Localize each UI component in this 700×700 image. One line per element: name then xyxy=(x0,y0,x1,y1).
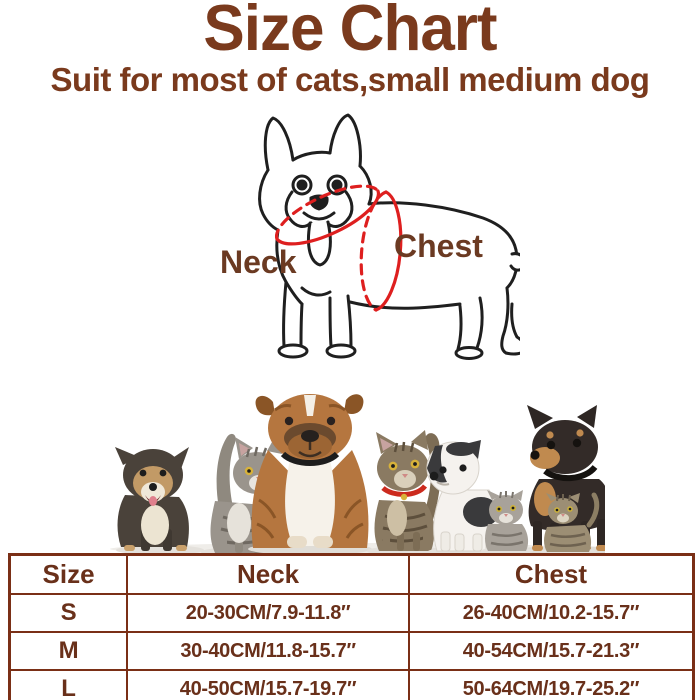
size-table xyxy=(8,553,695,700)
page-title: Size Chart xyxy=(203,0,497,65)
neck-value: 20-30CM/7.9-11.8″ xyxy=(127,594,409,632)
chest-label: Chest xyxy=(394,228,483,264)
chest-value: 26-40CM/10.2-15.7″ xyxy=(409,594,694,632)
brown-pitbull-dog xyxy=(248,394,372,555)
chest-column-header: Chest xyxy=(409,555,694,595)
size-column-header: Size xyxy=(10,555,128,595)
size-value: S xyxy=(10,594,128,632)
measurement-diagram xyxy=(180,106,520,382)
page-subtitle: Suit for most of cats,small medium dog xyxy=(50,61,650,98)
size-value: M xyxy=(10,632,128,670)
neck-value: 40-50CM/15.7-19.7″ xyxy=(127,670,409,700)
pets-photo xyxy=(95,385,605,555)
table-row-l xyxy=(10,670,694,700)
chest-value: 40-54CM/15.7-21.3″ xyxy=(409,632,694,670)
neck-column-header: Neck xyxy=(127,555,409,595)
scruffy-terrier-dog xyxy=(115,447,204,555)
table-row-m xyxy=(10,632,694,670)
size-value: L xyxy=(10,670,128,700)
table-row-s xyxy=(10,594,694,632)
neck-label: Neck xyxy=(220,244,297,280)
tabby-cat-with-red-collar xyxy=(367,430,443,555)
pets-group-illustration xyxy=(95,385,605,555)
chest-value: 50-64CM/19.7-25.2″ xyxy=(409,670,694,700)
table-header-row xyxy=(10,555,694,595)
neck-value: 30-40CM/11.8-15.7″ xyxy=(127,632,409,670)
